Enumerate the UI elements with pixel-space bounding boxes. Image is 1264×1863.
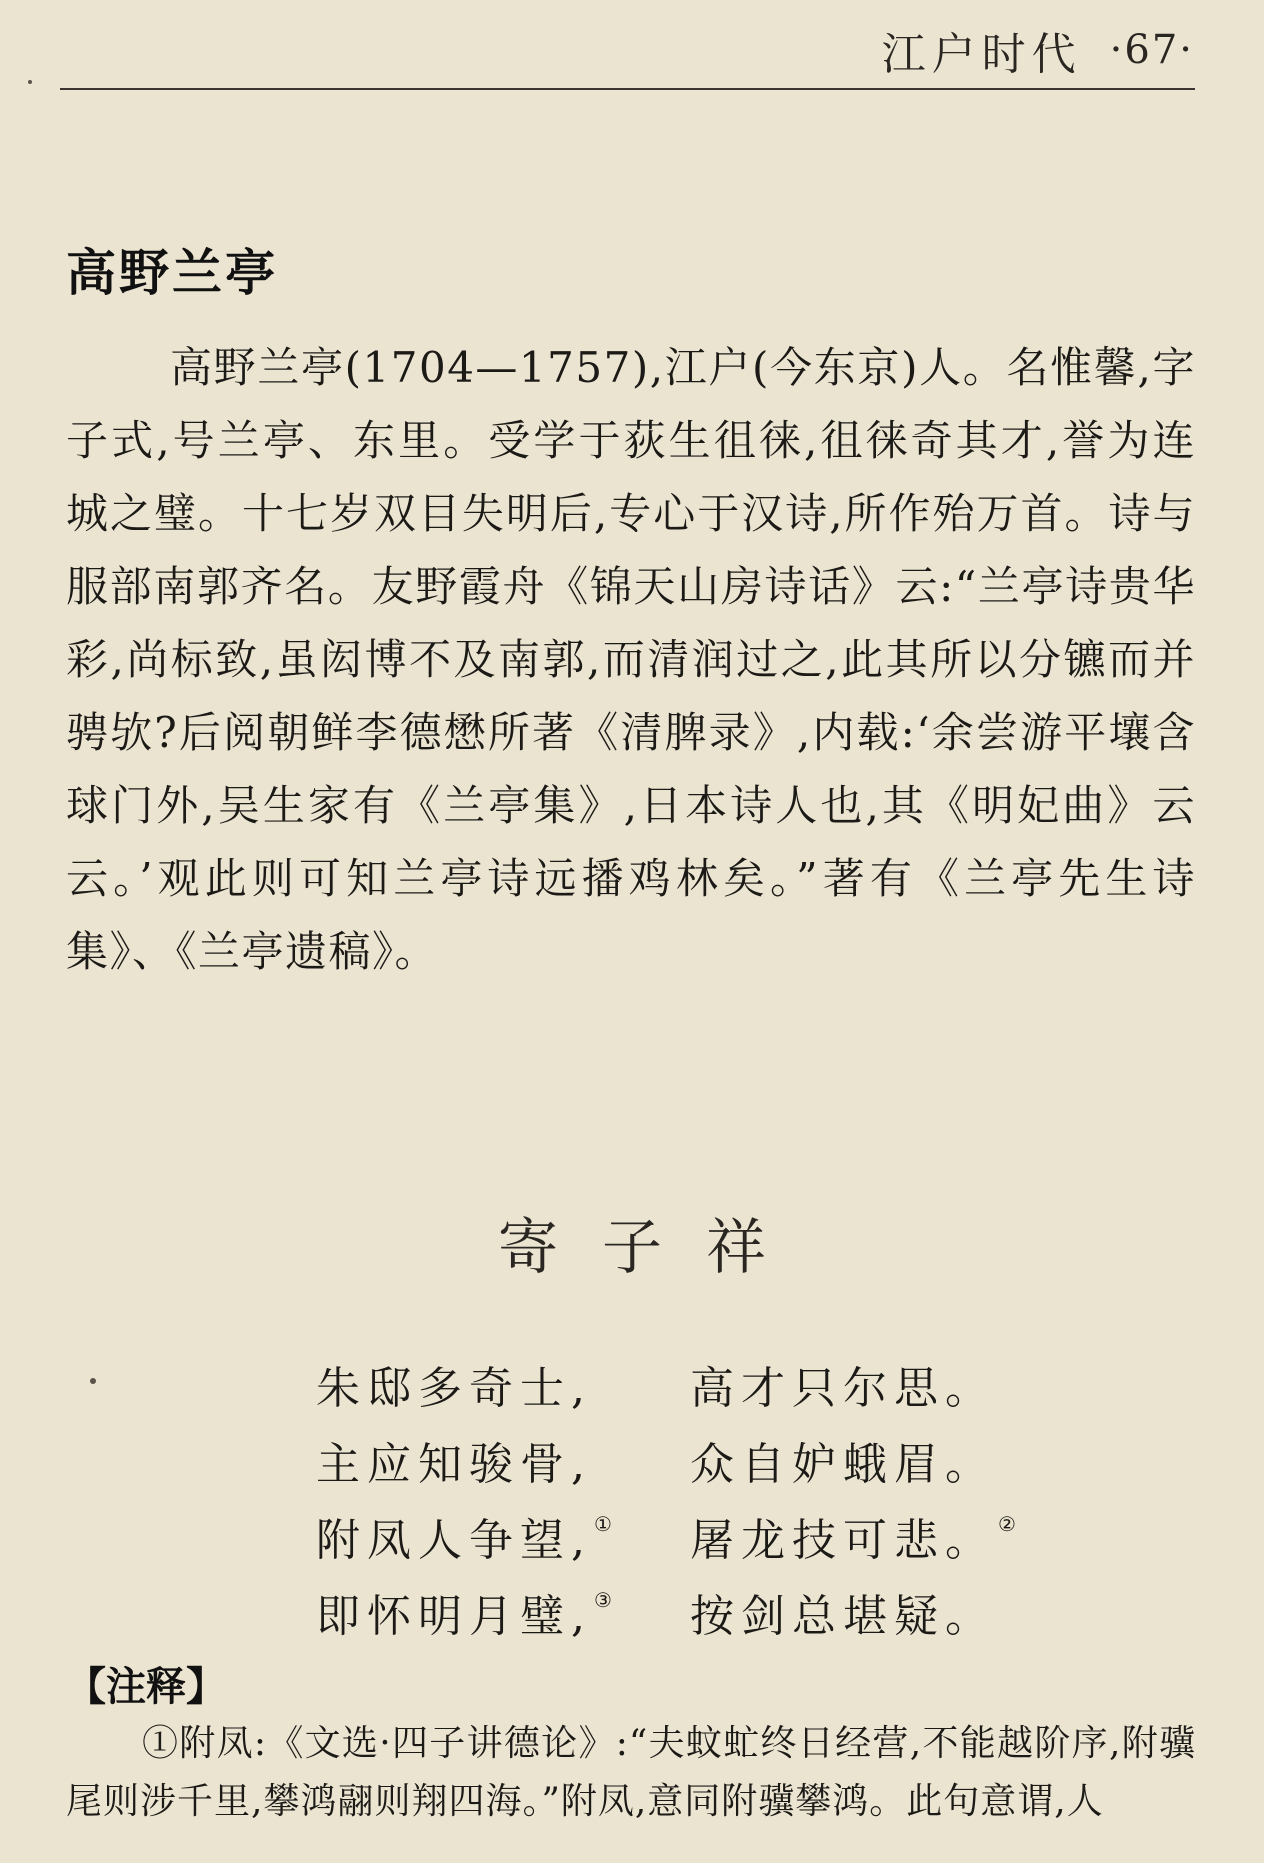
poem-title: 寄子祥 [498,1213,810,1283]
poem-line [316,1428,1016,1504]
running-title: 江户时代 [881,29,1082,80]
notes-heading: 【注释】 [66,1664,226,1710]
note-reference: ③ [594,1588,612,1612]
poem [316,1352,1016,1656]
page-number: ·67· [1109,27,1194,73]
header-rule [60,88,1195,90]
poem-half-line: 高才只尔思。 [690,1363,996,1414]
section-title: 高野兰亭 [66,244,278,302]
poem-half-line: 即怀明月璧, ③ [316,1588,612,1642]
biography-paragraph: 高野兰亭(1704—1757),江户(今东京)人。名惟馨,字子式,号兰亭、东里。受学于荻生徂徕,徂徕奇其才,誉为连城之璧。十七岁双目失明后,专心于汉诗,所作殆万首。诗与服部南郭齐名。友野霞舟《锦天山房诗话》云:“兰亭诗贵华彩,尚标致,虽闳博不及南郭,而清润过之,此其所以分镳而并骋欤?后阅朝鲜李德懋所著《清脾录》,内载:‘余尝游平壤含球门外,吴生家有《兰亭集》,日本诗人也,其《明妃曲》云云。’观此则可知兰亭诗远播鸡林矣。”著有《兰亭先生诗集》、《兰亭遗稿》。 [66,343,1196,976]
poem-half-line: 按剑总堪疑。 [690,1591,996,1642]
poem-half-line: 众自妒蛾眉。 [690,1439,996,1490]
running-header [882,18,1194,82]
poem-half-line: 主应知骏骨, [316,1439,592,1490]
note-item: ①附凤:《文选·四子讲德论》:“夫蚊虻终日经营,不能越阶序,附骥尾则涉千里,攀鸿翮则翔四海。”附凤,意同附骥攀鸿。此句意谓,人 [66,1723,1196,1822]
note-reference: ② [998,1512,1016,1536]
poem-half-line: 朱邸多奇士, [316,1363,592,1414]
poem-line [316,1580,1016,1656]
poem-half-line: 屠龙技可悲。 ② [690,1512,1016,1566]
poem-line [316,1504,1016,1580]
print-speck [90,1378,96,1384]
note-reference: ① [594,1512,612,1536]
poem-line [316,1352,1016,1428]
print-speck [28,80,32,84]
poem-half-line: 附凤人争望, ① [316,1512,612,1566]
